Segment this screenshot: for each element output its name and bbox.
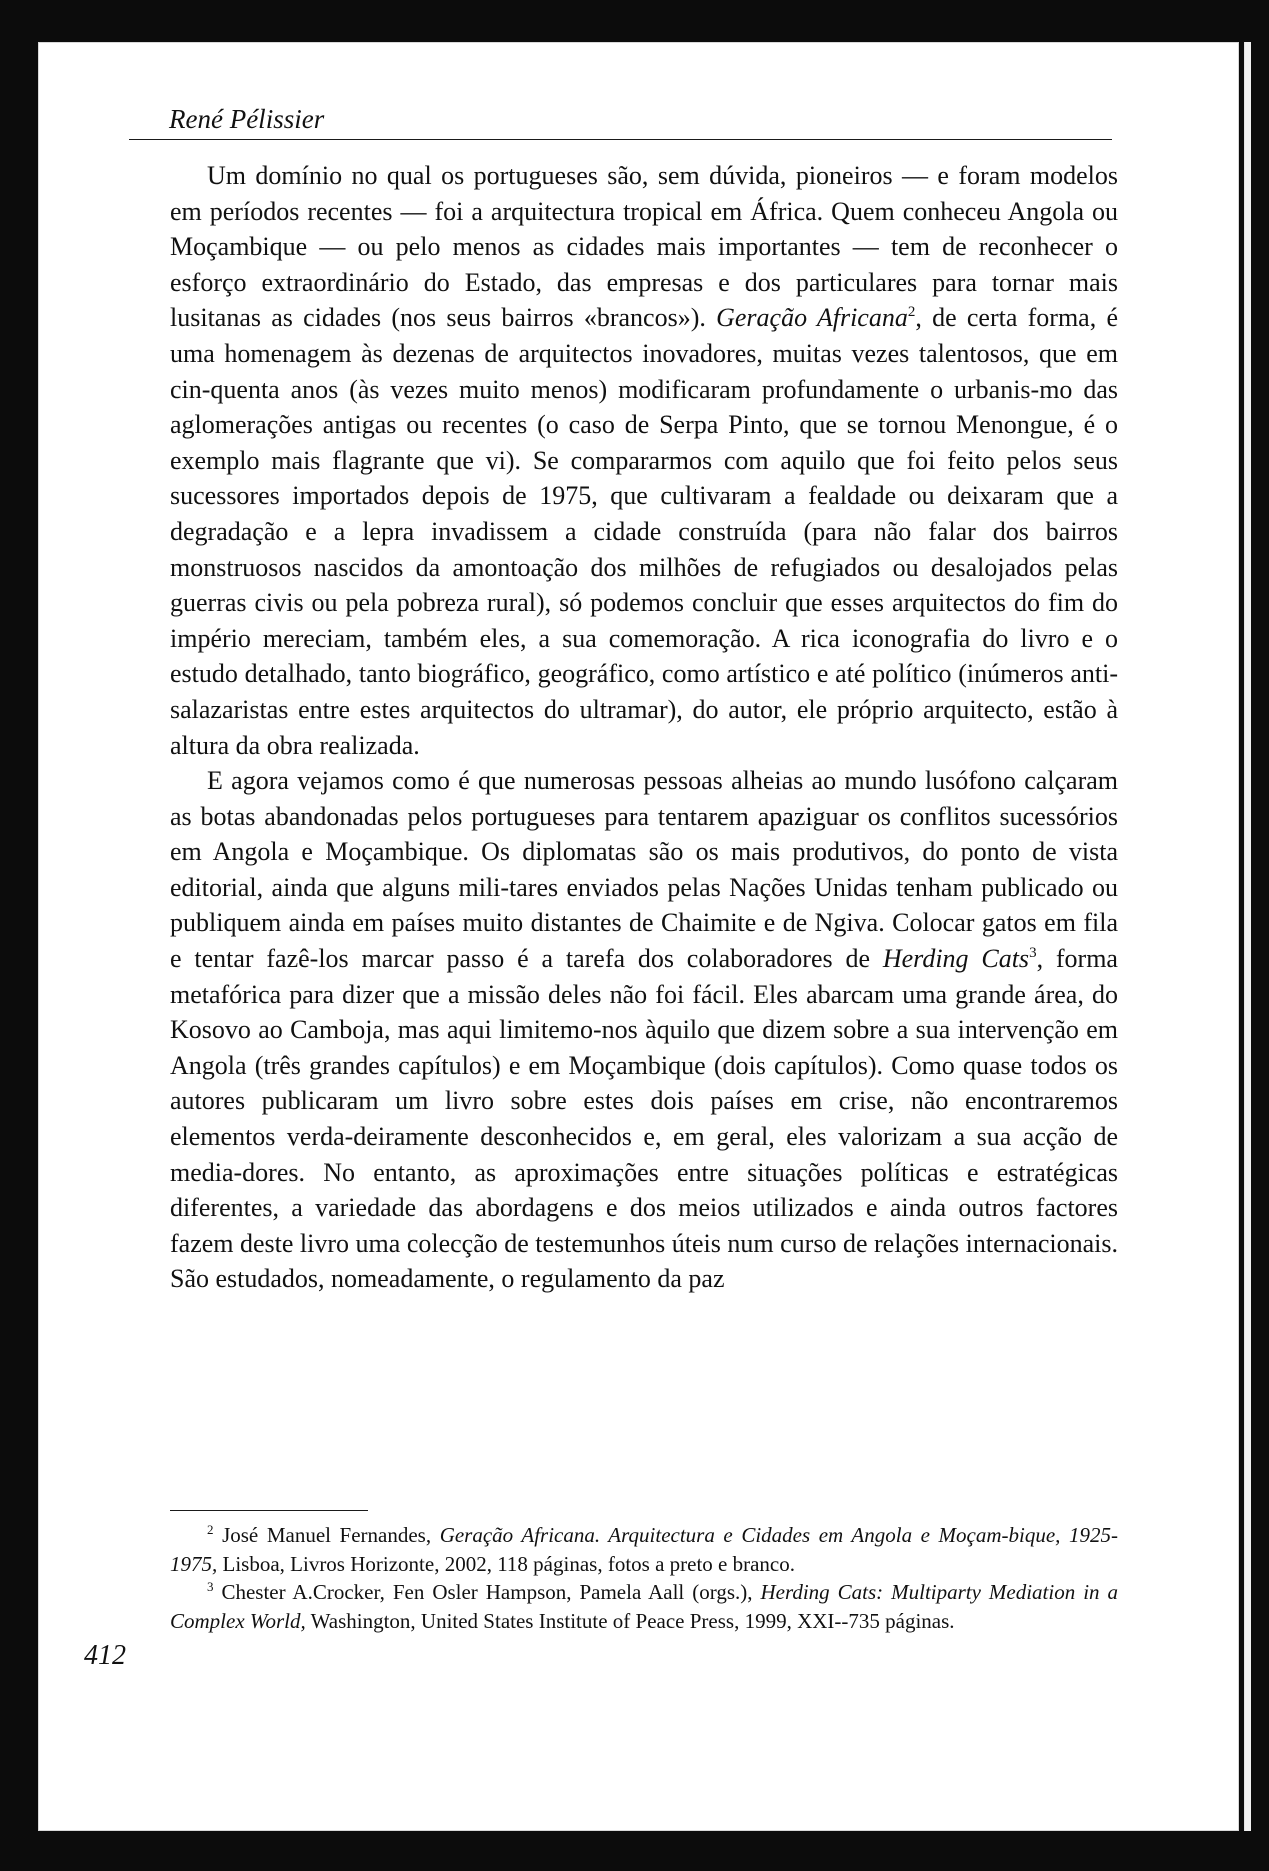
paragraph-2-text-b: , forma metafórica para dizer que a missão deles não foi fácil. Eles abarcam uma grande área, do Kosovo ao Camboja, mas aqui limitemo-nos àquilo que dizem sobre a sua intervenção em Angola (três grandes capítulos) e em Moçambique (dois capítulos). Como quase todos os autores publicaram um livro sobre estes dois países em crise, não encontraremos elementos verda-deiramente desconhecidos e, em geral, eles valorizam a sua acção de media-dores. No entanto, as aproximações entre situações políticas e estratégicas diferentes, a variedade das abordagens e dos meios utilizados e ainda outros factores fazem deste livro uma colecção de testemunhos úteis num curso de relações internacionais. São estudados, nomeadamente, o regulamento da paz bbox=[170, 944, 1118, 1294]
footnote-text: Lisboa, Livros Horizonte, 2002, 118 páginas, fotos a preto e branco. bbox=[217, 1551, 795, 1576]
footnote-3 bbox=[170, 1578, 1118, 1635]
paragraph-2 bbox=[170, 763, 1118, 1297]
paragraph-1 bbox=[170, 158, 1118, 763]
footnote-number: 2 bbox=[207, 1522, 214, 1537]
footnote-ref-2[interactable]: 2 bbox=[907, 304, 916, 321]
footnote-separator bbox=[170, 1510, 368, 1511]
book-title-geracao-africana: Geração Africana bbox=[716, 303, 908, 333]
body-text bbox=[170, 158, 1118, 1297]
footnote-ref-3[interactable]: 3 bbox=[1029, 945, 1037, 962]
footnote-text: Chester A.Crocker, Fen Osler Hampson, Pamela Aall (orgs.), bbox=[213, 1580, 761, 1605]
footnotes bbox=[170, 1521, 1118, 1636]
paragraph-1-text-a: Um domínio no qual os portugueses são, sem dúvida, pioneiros — e foram modelos em períodos recentes — foi a arquitectura tropical em África. Quem conheceu Angola ou Moçambique — ou pelo menos as cidades mais importantes — tem de reconhecer o esforço extraordinário do Estado, das empresas e dos particulares para tornar mais lusitanas as cidades (nos seus bairros «brancos»). bbox=[170, 161, 1118, 333]
book-title-herding-cats: Herding Cats bbox=[882, 944, 1030, 974]
footnote-book-title: Herding Cats: Multiparty Mediation in a Complex World, bbox=[170, 1580, 1118, 1634]
footnote-text: José Manuel Fernandes, bbox=[213, 1523, 440, 1547]
author-name: René Pélissier bbox=[169, 104, 325, 134]
footnote-text: Washington, United States Institute of Peace Press, 1999, XXI--735 páginas. bbox=[305, 1609, 955, 1634]
running-head bbox=[129, 92, 1112, 140]
paragraph-1-text-b: , de certa forma, é uma homenagem às dezenas de arquitectos inovadores, muitas vezes talentosos, que em cin-quenta anos (às vezes muito menos) modificaram profundamente o urbanis-mo das aglomerações antigas ou recentes (o caso de Serpa Pinto, que se tornou Menongue, é o exemplo mais flagrante que vi). Se compararmos com aquilo que foi feito pelos seus sucessores importados depois de 1975, que cultivaram a fealdade ou deixaram que a degradação e a lepra invadissem a cidade construída (para não falar dos bairros monstruosos nascidos da amontoação dos milhões de refugiados ou desalojados pelas guerras civis ou pela pobreza rural), só podemos concluir que esses arquitectos do fim do império mereciam, também eles, a sua comemoração. A rica iconografia do livro e o estudo detalhado, tanto biográfico, geográfico, como artístico e até político (inúmeros anti-salazaristas entre estes arquitectos do ultramar), do autor, ele próprio arquitecto, estão à altura da obra realizada. bbox=[170, 303, 1119, 760]
paragraph-2-text-a: E agora vejamos como é que numerosas pessoas alheias ao mundo lusófono calçaram as botas abandonadas pelos portugueses para tentarem apaziguar os conflitos sucessórios em Angola e Moçambique. Os diplomatas são os mais produtivos, do ponto de vista editorial, ainda que alguns mili-tares enviados pelas Nações Unidas tenham publicado ou publiquem ainda em países muito distantes de Chaimite e de Ngiva. Colocar gatos em fila e tentar fazê-los marcar passo é a tarefa dos colaboradores de bbox=[170, 766, 1118, 974]
page-number: 412 bbox=[84, 1640, 126, 1671]
footnote-book-title: Geração Africana. Arquitectura e Cidades em Angola e Moçam-bique, 1925-1975, bbox=[170, 1523, 1118, 1576]
footnote-number: 3 bbox=[207, 1579, 214, 1595]
page-edge bbox=[1244, 42, 1251, 1831]
footnote-2 bbox=[170, 1521, 1118, 1578]
